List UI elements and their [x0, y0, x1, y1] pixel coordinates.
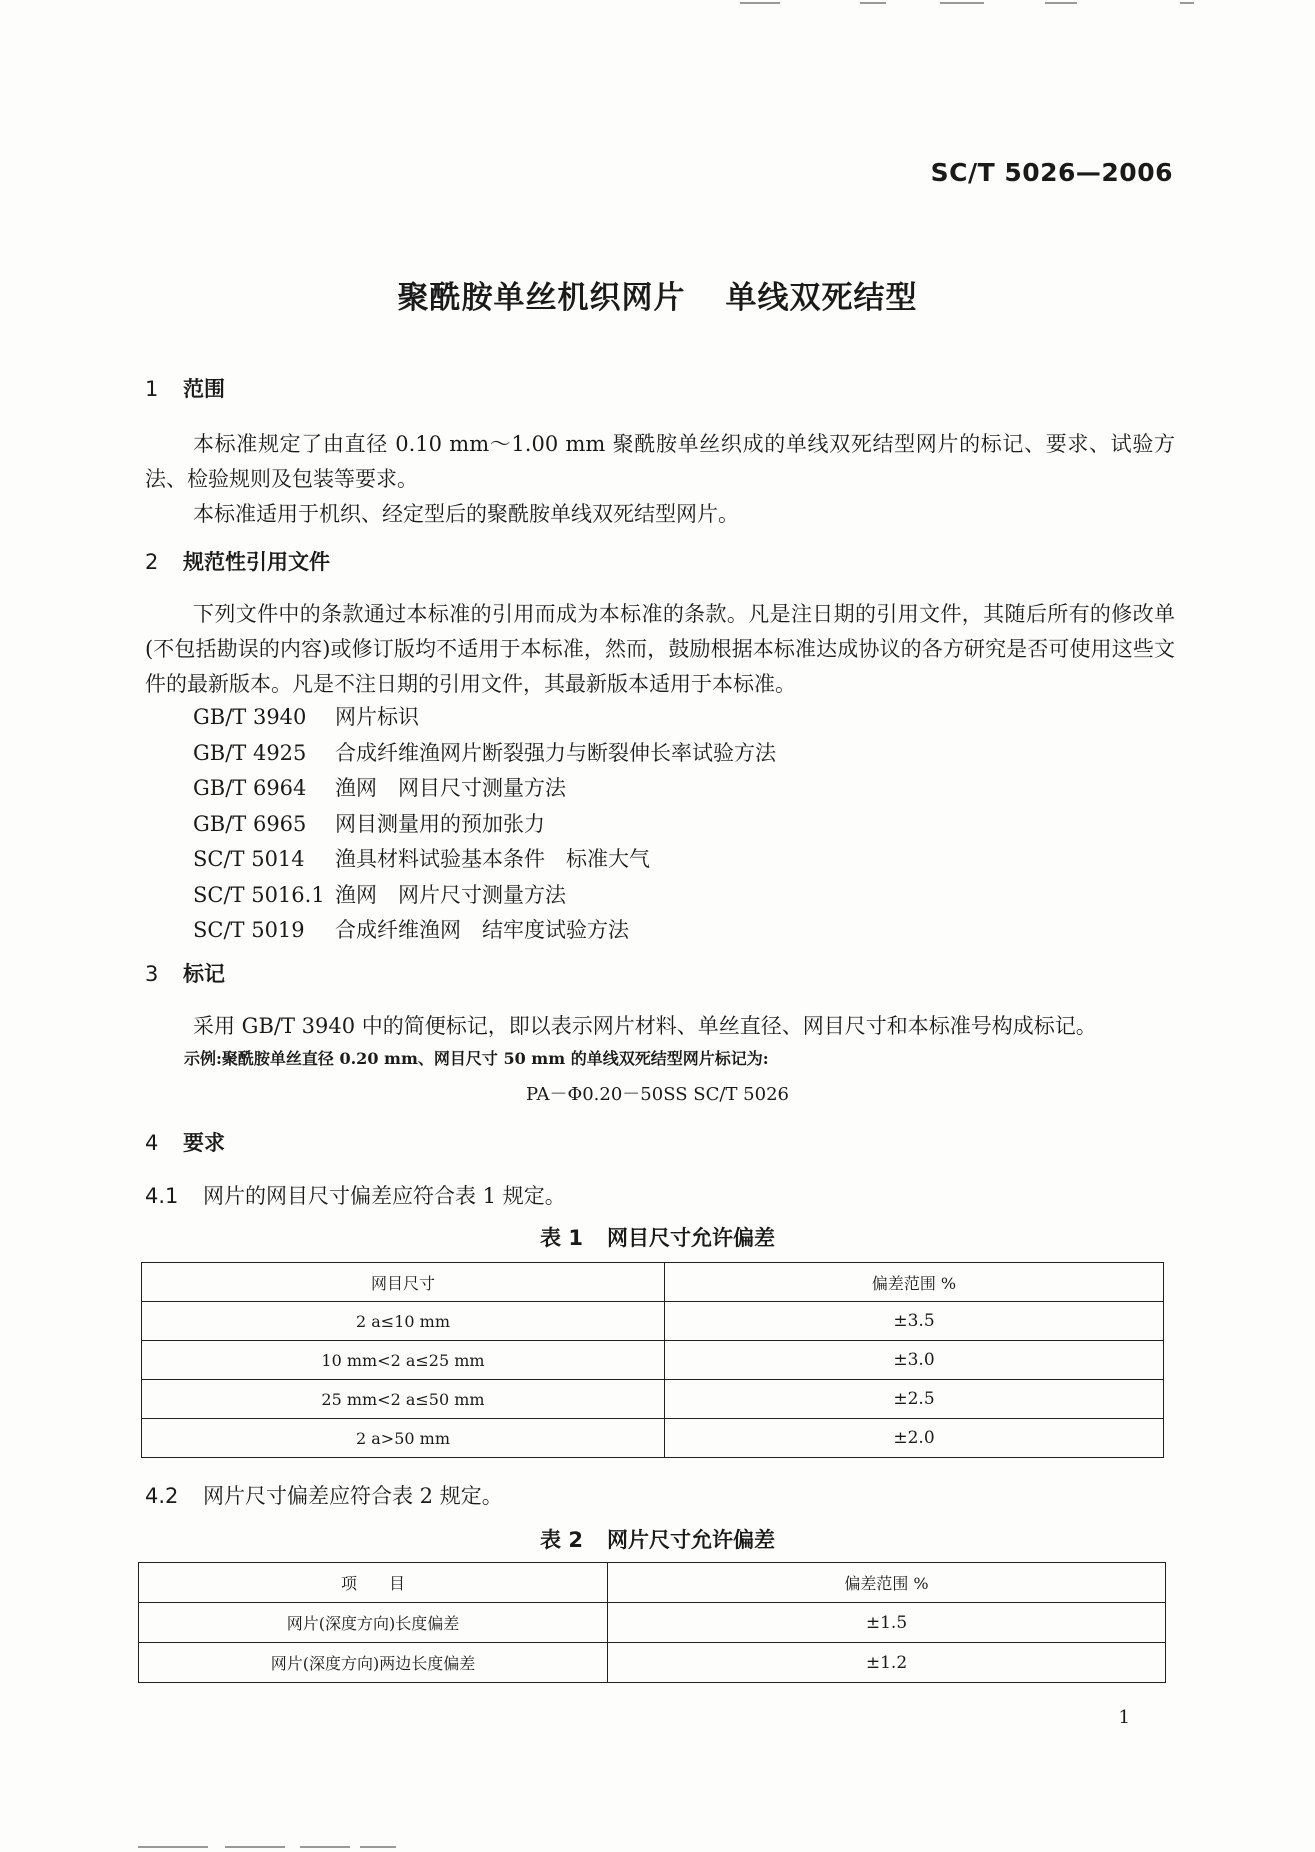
marking-formula: PA－Φ0.20－50SS SC/T 5026 [526, 1084, 789, 1105]
table2-caption [0, 1524, 1315, 1554]
table-cell: ±1.5 [608, 1603, 1166, 1643]
table-header-cell: 偏差范围 % [608, 1563, 1166, 1603]
reference-item [193, 913, 776, 949]
scan-mark-top [1180, 2, 1194, 4]
reference-item [193, 878, 776, 914]
reference-item [193, 771, 776, 807]
reference-code: GB/T 3940 [193, 705, 307, 729]
table-row [139, 1643, 1166, 1683]
reference-title: 合成纤维渔网片断裂强力与断裂伸长率试验方法 [335, 740, 776, 765]
reference-title: 网目测量用的预加张力 [335, 811, 545, 836]
clause-4-2 [145, 1480, 503, 1510]
section-heading-references [145, 546, 330, 576]
table-row [142, 1341, 1164, 1380]
reference-list [193, 700, 776, 949]
mesh-size-tolerance-table [141, 1262, 1164, 1458]
standard-number: SC/T 5026—2006 [930, 158, 1173, 187]
net-size-tolerance-table [138, 1562, 1166, 1683]
reference-code: SC/T 5019 [193, 918, 305, 942]
table-cell: 2 a≤10 mm [142, 1302, 665, 1341]
reference-title: 合成纤维渔网 结牢度试验方法 [335, 918, 629, 942]
scan-mark-top [860, 2, 886, 4]
table-cell: 25 mm<2 a≤50 mm [142, 1380, 665, 1419]
section-title: 要求 [183, 1131, 225, 1155]
scan-mark-bottom [300, 1846, 350, 1848]
scope-paragraph-1: 本标准规定了由直径 0.10 mm～1.00 mm 聚酰胺单丝织成的单线双死结型网片的标记、要求、试验方法、检验规则及包装等要求。 [145, 432, 1175, 491]
clause-number: 4.2 [145, 1484, 179, 1508]
table-cell: ±2.0 [665, 1419, 1164, 1458]
reference-item [193, 842, 776, 878]
document-title [0, 272, 1315, 317]
clause-text: 网片尺寸偏差应符合表 2 规定。 [203, 1484, 503, 1508]
title-part2: 单线双死结型 [725, 280, 918, 316]
marking-paragraph: 采用 GB/T 3940 中的简便标记，即以表示网片材料、单丝直径、网目尺寸和本标准号构成标记。 [193, 1014, 1097, 1038]
scan-mark-top [940, 2, 984, 4]
reference-item [193, 736, 776, 772]
reference-code: GB/T 6964 [193, 776, 307, 800]
reference-code: SC/T 5014 [193, 847, 305, 871]
section-title: 范围 [183, 377, 225, 401]
reference-item [193, 807, 776, 843]
section-heading-requirements [145, 1127, 225, 1157]
page-number: 1 [1118, 1707, 1130, 1728]
table-cell: 10 mm<2 a≤25 mm [142, 1341, 665, 1380]
clause-number: 4.1 [145, 1184, 179, 1208]
scope-paragraph-2: 本标准适用于机织、经定型后的聚酰胺单线双死结型网片。 [193, 502, 739, 526]
table-cell: 2 a>50 mm [142, 1419, 665, 1458]
reference-title: 网片标识 [335, 705, 419, 729]
reference-code: GB/T 6965 [193, 811, 307, 836]
scan-mark-bottom [360, 1846, 396, 1848]
table-header-cell: 项 目 [139, 1563, 608, 1603]
section-number: 1 [145, 377, 159, 401]
table-header-cell: 网目尺寸 [142, 1263, 665, 1302]
section-number: 2 [145, 550, 159, 574]
section-heading-marking [145, 958, 225, 988]
table-cell: ±2.5 [665, 1380, 1164, 1419]
clause-4-1 [145, 1180, 566, 1210]
table-label: 表 2 [540, 1528, 583, 1552]
table-header-cell: 偏差范围 % [665, 1263, 1164, 1302]
table-header-row [142, 1263, 1164, 1302]
marking-example: 示例:聚酰胺单丝直径 0.20 mm、网目尺寸 50 mm 的单线双死结型网片标记为: [184, 1049, 769, 1068]
table-row [139, 1603, 1166, 1643]
table-cell: ±3.0 [665, 1341, 1164, 1380]
reference-title: 渔具材料试验基本条件 标准大气 [335, 847, 650, 871]
section-title: 规范性引用文件 [183, 550, 330, 574]
references-intro: 下列文件中的条款通过本标准的引用而成为本标准的条款。凡是注日期的引用文件，其随后所有的修改单(不包括勘误的内容)或修订版均不适用于本标准，然而，鼓励根据本标准达成协议的各方研究是否可使用这些文件的最新版本。凡是不注日期的引用文件，其最新版本适用于本标准。 [145, 602, 1175, 696]
reference-code: SC/T 5016.1 [193, 882, 325, 907]
scan-mark-top [740, 2, 780, 4]
table-row [142, 1380, 1164, 1419]
reference-item [193, 700, 776, 736]
reference-code: GB/T 4925 [193, 740, 307, 765]
table-row [142, 1419, 1164, 1458]
table1-caption [0, 1222, 1315, 1252]
table-row [142, 1302, 1164, 1341]
table-label: 表 1 [540, 1226, 583, 1250]
scan-mark-top [1045, 2, 1077, 4]
reference-title: 渔网 网目尺寸测量方法 [335, 776, 566, 800]
table-cell: ±1.2 [608, 1643, 1166, 1683]
table-title: 网目尺寸允许偏差 [606, 1226, 775, 1250]
scan-mark-bottom [138, 1846, 208, 1848]
table-cell: 网片(深度方向)长度偏差 [139, 1603, 608, 1643]
section-number: 3 [145, 962, 159, 986]
title-part1: 聚酰胺单丝机织网片 [397, 280, 686, 316]
section-number: 4 [145, 1131, 159, 1155]
table-cell: 网片(深度方向)两边长度偏差 [139, 1643, 608, 1683]
table-header-row [139, 1563, 1166, 1603]
scan-mark-bottom [225, 1846, 285, 1848]
clause-text: 网片的网目尺寸偏差应符合表 1 规定。 [203, 1184, 566, 1208]
section-heading-scope [145, 373, 225, 403]
reference-title: 渔网 网片尺寸测量方法 [335, 882, 566, 907]
table-title: 网片尺寸允许偏差 [606, 1528, 775, 1552]
section-title: 标记 [183, 962, 225, 986]
table-cell: ±3.5 [665, 1302, 1164, 1341]
